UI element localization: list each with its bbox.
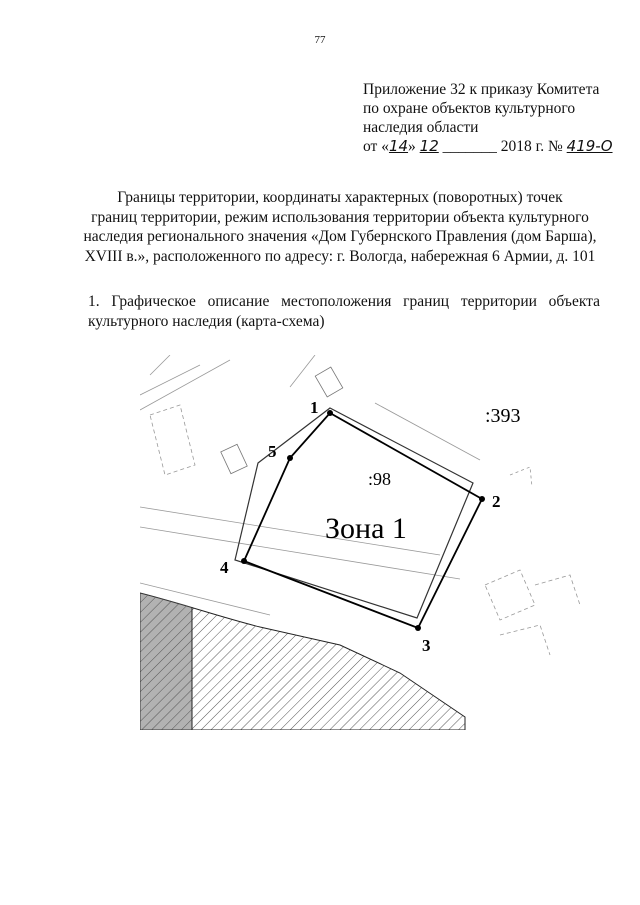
site-map [140,355,600,730]
point-5-marker [287,455,293,461]
point-3-label: 3 [422,636,431,655]
date-month: 12 [419,137,439,155]
title-line-2: границ территории, режим использования территории объекта культурного [91,208,589,226]
point-1-marker [327,410,333,416]
section-heading [88,292,600,331]
date-prefix: от « [363,138,389,155]
section-line-1: 1. Графическое описание местоположения границ территории объекта [88,293,600,310]
point-2-label: 2 [492,492,501,511]
date-mid: » [408,138,420,155]
document-title [60,188,620,266]
section-line-2: культурного наследия (карта-схема) [88,312,325,330]
appendix-header [363,80,623,156]
point-4-label: 4 [220,558,229,577]
parcel-98-label: :98 [368,469,392,489]
river-dense-area [140,593,192,730]
appendix-line-3: наследия области [363,119,479,136]
title-line-1: Границы территории, координаты характерных (поворотных) точек [117,189,563,206]
order-number: 419-О [566,137,613,155]
parcel-393-label: :393 [485,405,521,427]
date-day: 14 [388,137,409,155]
title-line-4: XVIII в.», расположенного по адресу: г. Вологда, набережная 6 Армии, д. 101 [84,247,596,265]
point-5-label: 5 [268,442,277,461]
date-year: 2018 г. № [496,138,567,155]
point-4-marker [241,558,247,564]
page-number: 77 [314,34,326,46]
appendix-line-1: Приложение 32 к приказу Комитета [363,81,600,98]
appendix-date-line [363,137,623,156]
title-line-3: наследия регионального значения «Дом Губернского Правления (дом Барша), [83,228,597,245]
point-1-label: 1 [310,398,319,417]
point-3-marker [415,625,421,631]
date-blank: _______ [438,138,497,155]
point-2-marker [479,496,485,502]
appendix-line-2: по охране объектов культурного [363,100,576,117]
cadastral-context [140,355,580,655]
zone-1-label: Зона 1 [325,512,407,545]
